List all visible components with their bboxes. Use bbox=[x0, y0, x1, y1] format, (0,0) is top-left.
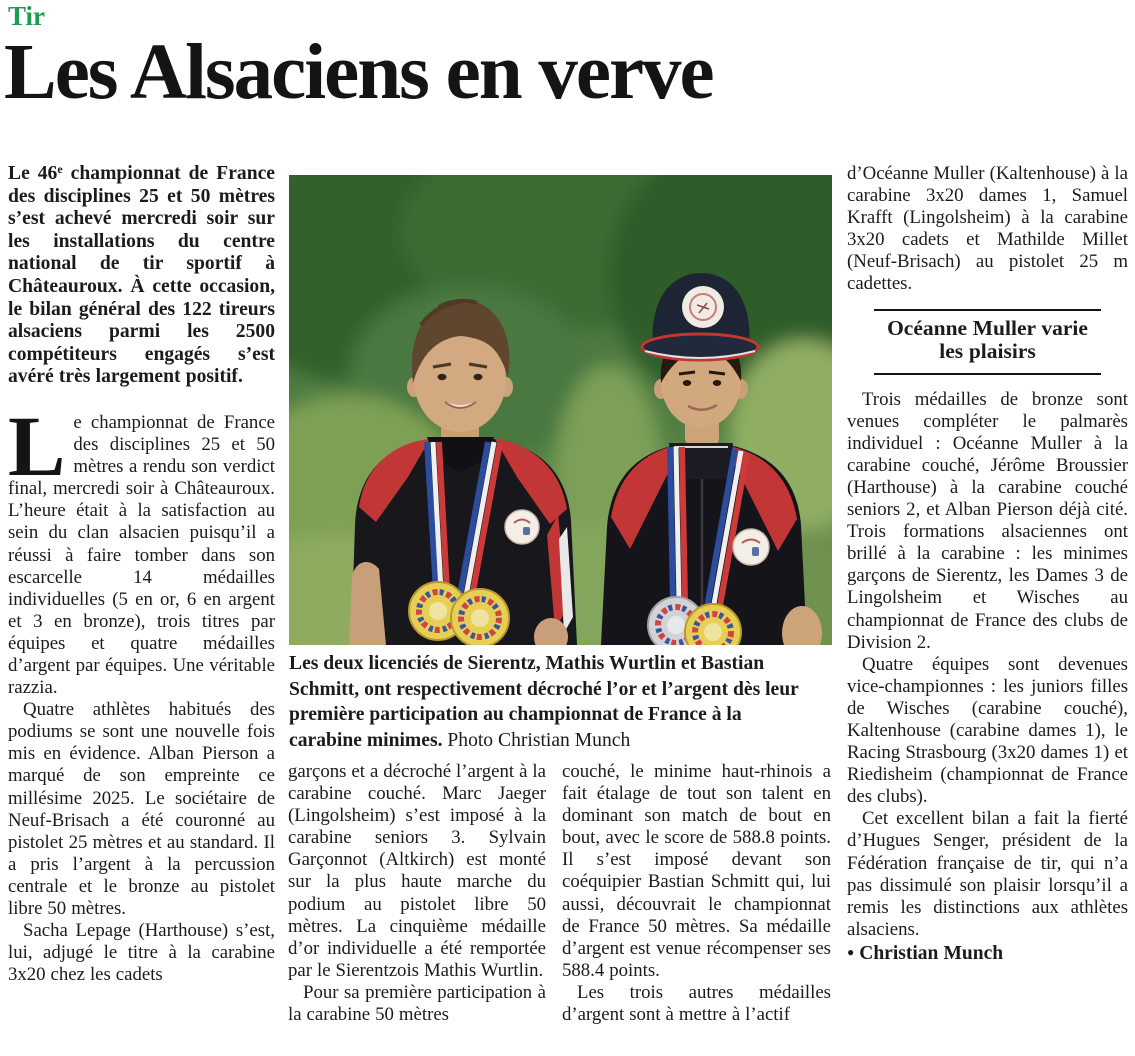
eye bbox=[683, 380, 691, 386]
photo-caption bbox=[289, 651, 810, 753]
paragraph: Le championnat de France des disciplines 25 et 50 mètres a rendu son verdict final, mercredi soir à Châteauroux. L’heure était à la satisfaction au sein du clan alsacien puisqu’il a réussi à faire tomber dans son escarcelle 14 médailles individuelles (5 en or, 6 en argent et 3 en bronze), trois titres par équipes et quatre médailles d’argent par équipes. Une véritable razzia. bbox=[8, 397, 275, 699]
paragraph: Quatre équipes sont devenues vice-championnes : les juniors filles de Wisches (carabine couché), Kaltenhouse (carabine dames 1), le Racing Strasbourg (3x20 dames 1) et Riedisheim (championnat de France des clubs). bbox=[847, 653, 1128, 808]
photo-illustration bbox=[289, 175, 832, 645]
lead-paragraph: Le 46e championnat de France des disciplines 25 et 50 mètres s’est achevé mercredi soir sur les installations du centre national de tir sportif à Châteauroux. À cette occasion, le bilan général des 122 tireurs alsaciens parmi les 2500 compétiteurs engagés s’est avéré très largement positif. bbox=[8, 163, 275, 388]
author-byline bbox=[847, 941, 1128, 965]
paragraph: d’Océanne Muller (Kaltenhouse) à la carabine 3x20 dames 1, Samuel Krafft (Lingolsheim) à la carabine 3x20 cadets et Mathilde Millet (Neuf-Brisach) au pistolet 25 m cadettes. bbox=[847, 163, 1128, 295]
bullet-icon: ● bbox=[847, 944, 855, 959]
caption-text: Les deux licenciés de Sierentz, Mathis Wurtlin et Bastian Schmitt, ont respectivement décroché l’or et l’argent dès leur première participation au championnat de France à la carabine minimes. bbox=[289, 653, 799, 751]
club-badge bbox=[733, 529, 769, 565]
gold-medal bbox=[451, 589, 509, 645]
paragraph: Sacha Lepage (Harthouse) s’est, lui, adjugé le titre à la carabine 3x20 chez les cadets bbox=[8, 920, 275, 986]
club-badge bbox=[505, 510, 539, 544]
eye bbox=[713, 380, 721, 386]
text-column-2 bbox=[288, 761, 546, 1053]
paragraph: Pour sa première participation à la carabine 50 mètres bbox=[288, 981, 546, 1026]
paragraph: Quatre athlètes habitués des podiums se sont une nouvelle fois mis en évidence. Alban Pierson a marqué de son empreinte ce millésime 2025. Le sociétaire de Neuf-Brisach a été couronné au pistolet 25 mètres et au standard. Il a pris l’argent à la percussion centrale et le bronze au pistolet libre 50 mètres. bbox=[8, 699, 275, 919]
paragraph: Trois médailles de bronze sont venues compléter le palmarès individuel : Océanne Muller à la carabine couché, Jérôme Broussier (Harthouse) à la carabine couché seniors 2, et Alban Pierson déjà cité. Trois formations alsaciennes ont brillé à la carabine : les minimes garçons de Sierentz, les Dames 3 de Lingolsheim et Wisches au championnat de France des clubs de Division 2. bbox=[847, 388, 1128, 653]
eye bbox=[438, 374, 447, 380]
paragraph: garçons et a décroché l’argent à la carabine couché. Marc Jaeger (Lingolsheim) s’est imposé à la carabine seniors 3. Sylvain Garçonnot (Altkirch) est monté sur la plus haute marche du podium au pistolet libre 50 mètres. La cinquième médaille d’or individuelle a été remportée par le Sierentzois Mathis Wurtlin. bbox=[288, 761, 546, 981]
text-column-3 bbox=[562, 761, 831, 1053]
text-column-1 bbox=[8, 163, 275, 1051]
article-photo bbox=[289, 175, 832, 645]
author-name: Christian Munch bbox=[859, 942, 1004, 964]
ordinal-sup: e bbox=[57, 163, 63, 176]
article-headline: Les Alsaciens en verve bbox=[4, 29, 713, 116]
paragraph: Les trois autres médailles d’argent sont à mettre à l’actif bbox=[562, 981, 831, 1026]
section-kicker: Tir bbox=[8, 1, 46, 31]
drop-cap: L bbox=[8, 397, 66, 494]
paragraph: Cet excellent bilan a fait la fierté d’Hugues Senger, président de la Fédération française de tir, qui n’a pas dissimulé son plaisir lorsqu’il a remis les distinctions aux athlètes alsaciens. bbox=[847, 808, 1128, 940]
paragraph: couché, le minime haut-rhinois a fait étalage de tout son talent en dominant son match de bout en bout, avec le score de 588.8 points. Il s’est imposé devant son coéquipier Bastian Schmitt qui, lui aussi, découvrait le championnat de France 50 mètres. Sa médaille d’argent est venue récompenser ses 588.4 points. bbox=[562, 761, 831, 981]
crosshead: Océanne Muller varie les plaisirs bbox=[874, 309, 1101, 375]
text-column-4 bbox=[847, 163, 1128, 1053]
eye bbox=[474, 374, 483, 380]
photo-credit: Photo Christian Munch bbox=[447, 729, 631, 751]
